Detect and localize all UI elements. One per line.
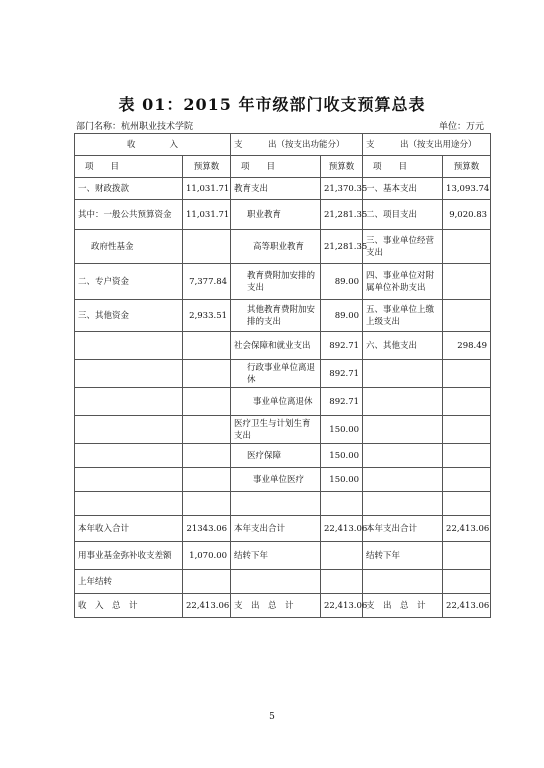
cell — [183, 230, 231, 264]
table-row — [75, 468, 491, 492]
cell: 政府性基金 — [75, 230, 183, 264]
cell — [183, 468, 231, 492]
table-row — [75, 178, 491, 200]
cell: 一、财政拨款 — [75, 178, 183, 200]
cell — [321, 570, 363, 594]
cell: 二、项目支出 — [363, 200, 443, 230]
cell: 用事业基金弥补收支差额 — [75, 542, 183, 570]
cell — [443, 542, 491, 570]
cell: 298.49 — [443, 332, 491, 360]
cell: 医疗卫生与计划生育支出 — [231, 416, 321, 444]
cell: 21,281.35 — [321, 200, 363, 230]
cell: 1,070.00 — [183, 542, 231, 570]
table-row — [75, 332, 491, 360]
table-row — [75, 388, 491, 416]
item-header: 项 目 — [75, 156, 183, 178]
cell — [363, 388, 443, 416]
expense-use-header: 支 出（按支出用途分） — [363, 134, 491, 156]
cell: 社会保障和就业支出 — [231, 332, 321, 360]
cell — [183, 416, 231, 444]
table-row — [75, 200, 491, 230]
budget-table — [74, 133, 491, 618]
cell: 教育支出 — [231, 178, 321, 200]
cell — [363, 570, 443, 594]
cell: 9,020.83 — [443, 200, 491, 230]
cell: 7,377.84 — [183, 264, 231, 300]
cell: 事业单位医疗 — [231, 468, 321, 492]
table-row — [75, 360, 491, 388]
item-header: 项 目 — [231, 156, 321, 178]
cell — [183, 570, 231, 594]
cell: 21343.06 — [183, 516, 231, 542]
cell: 22,413.06 — [443, 594, 491, 618]
cell: 150.00 — [321, 468, 363, 492]
cell: 三、事业单位经营支出 — [363, 230, 443, 264]
cell — [75, 332, 183, 360]
budget-header: 预算数 — [443, 156, 491, 178]
cell: 事业单位离退休 — [231, 388, 321, 416]
cell — [183, 492, 231, 516]
table-row — [75, 416, 491, 444]
table-row — [75, 594, 491, 618]
cell: 结转下年 — [363, 542, 443, 570]
cell — [231, 570, 321, 594]
cell: 22,413.06 — [321, 594, 363, 618]
table-row — [75, 300, 491, 332]
table-title: 表 01：2015 年市级部门收支预算总表 — [118, 95, 426, 114]
cell: 上年结转 — [75, 570, 183, 594]
cell: 医疗保障 — [231, 444, 321, 468]
cell: 高等职业教育 — [231, 230, 321, 264]
income-header: 收 入 — [75, 134, 231, 156]
cell: 支 出 总 计 — [363, 594, 443, 618]
cell — [183, 332, 231, 360]
cell: 职业教育 — [231, 200, 321, 230]
cell — [75, 492, 183, 516]
cell: 四、事业单位对附属单位补助支出 — [363, 264, 443, 300]
table-row — [75, 542, 491, 570]
cell: 结转下年 — [231, 542, 321, 570]
unit-label: 单位：万元 — [438, 122, 484, 132]
cell: 三、其他资金 — [75, 300, 183, 332]
cell — [75, 360, 183, 388]
cell — [321, 492, 363, 516]
cell: 150.00 — [321, 444, 363, 468]
cell: 其中：一般公共预算资金 — [75, 200, 183, 230]
cell — [321, 542, 363, 570]
cell: 892.71 — [321, 332, 363, 360]
cell — [75, 416, 183, 444]
cell: 11,031.71 — [183, 200, 231, 230]
cell: 22,413.06 — [321, 516, 363, 542]
cell: 本年支出合计 — [363, 516, 443, 542]
cell — [443, 492, 491, 516]
cell — [363, 444, 443, 468]
cell — [443, 360, 491, 388]
cell — [75, 468, 183, 492]
cell — [443, 468, 491, 492]
cell: 892.71 — [321, 388, 363, 416]
cell: 11,031.71 — [183, 178, 231, 200]
cell: 89.00 — [321, 264, 363, 300]
cell — [443, 300, 491, 332]
cell: 13,093.74 — [443, 178, 491, 200]
table-row — [75, 516, 491, 542]
cell — [183, 360, 231, 388]
cell: 22,413.06 — [183, 594, 231, 618]
cell: 21,370.35 — [321, 178, 363, 200]
cell: 支 出 总 计 — [231, 594, 321, 618]
cell: 22,413.06 — [443, 516, 491, 542]
cell — [363, 492, 443, 516]
cell — [363, 360, 443, 388]
cell — [75, 388, 183, 416]
cell: 892.71 — [321, 360, 363, 388]
cell: 教育费附加安排的支出 — [231, 264, 321, 300]
cell: 五、事业单位上缴上级支出 — [363, 300, 443, 332]
cell — [443, 570, 491, 594]
cell: 二、专户资金 — [75, 264, 183, 300]
cell: 89.00 — [321, 300, 363, 332]
table-row — [75, 570, 491, 594]
cell: 150.00 — [321, 416, 363, 444]
table-row — [75, 444, 491, 468]
cell: 一、基本支出 — [363, 178, 443, 200]
cell: 本年支出合计 — [231, 516, 321, 542]
cell — [443, 230, 491, 264]
cell: 其他教育费附加安排的支出 — [231, 300, 321, 332]
cell — [443, 264, 491, 300]
table-row — [75, 264, 491, 300]
cell: 六、其他支出 — [363, 332, 443, 360]
table-row — [75, 230, 491, 264]
budget-header: 预算数 — [321, 156, 363, 178]
cell — [363, 468, 443, 492]
cell — [231, 492, 321, 516]
cell: 2,933.51 — [183, 300, 231, 332]
cell — [443, 388, 491, 416]
cell — [75, 444, 183, 468]
item-header: 项 目 — [363, 156, 443, 178]
cell — [183, 388, 231, 416]
budget-header: 预算数 — [183, 156, 231, 178]
expense-func-header: 支 出（按支出功能分） — [231, 134, 363, 156]
cell — [183, 444, 231, 468]
cell — [363, 416, 443, 444]
cell: 21,281.35 — [321, 230, 363, 264]
cell — [443, 444, 491, 468]
cell: 收 入 总 计 — [75, 594, 183, 618]
cell — [443, 416, 491, 444]
cell: 本年收入合计 — [75, 516, 183, 542]
page-number: 5 — [269, 712, 275, 722]
table-row — [75, 492, 491, 516]
cell: 行政事业单位离退休 — [231, 360, 321, 388]
department-name: 部门名称：杭州职业技术学院 — [76, 122, 194, 132]
